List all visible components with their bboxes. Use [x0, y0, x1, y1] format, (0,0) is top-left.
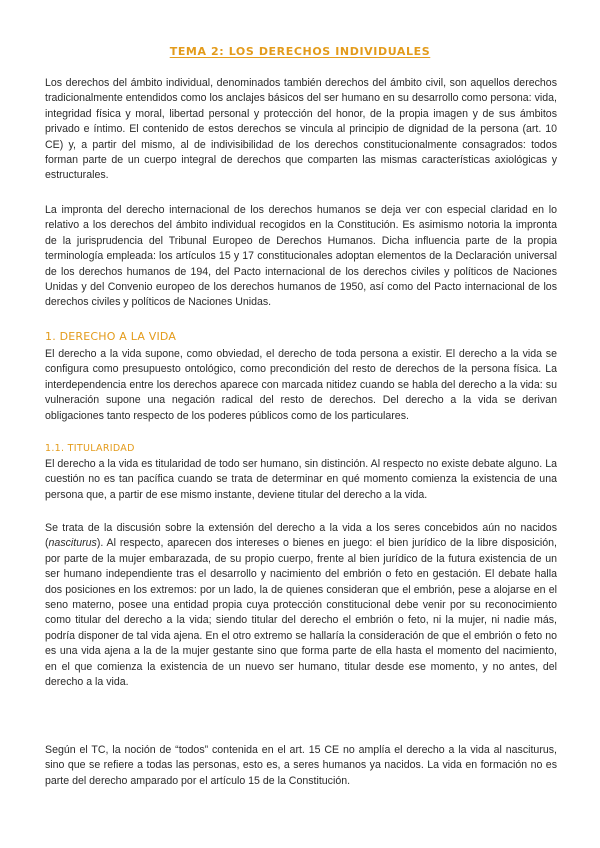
section-heading-derecho-a-la-vida: 1. DERECHO A LA VIDA: [45, 330, 177, 343]
titularidad-paragraph-2: [45, 521, 557, 690]
intro-paragraph-1: Los derechos del ámbito individual, denominados también derechos del ámbito civil, son aquellos derechos tradicionalmente entendidos como los anclajes básicos del ser humano en su desarrollo como persona: vida, integridad física y moral, libertad personal y protección del honor, de la propia imagen y de sus ámbitos privado e íntimo. El contenido de estos derechos se vincula al principio de dignidad de la persona (art. 10 CE) y, a partir del mismo, al de indivisibilidad de los derechos constitucionalmente consagrados: todos forman parte de un cuerpo integral de derechos que comparten las mismas características axiológicas y estructurales.: [45, 77, 557, 182]
titularidad-paragraph-1: El derecho a la vida es titularidad de todo ser humano, sin distinción. Al respecto no existe debate alguno. La cuestión no es tan pacífica cuando se trata de determinar en qué momento comienza la existencia de una persona que, a partir de ese mismo instante, deviene titular del derecho a la vida.: [45, 458, 557, 501]
titularidad-paragraph-2-start: Se trata de la discusión sobre la extensión del derecho a la vida a los seres concebidos aún no nacidos (: [45, 522, 557, 550]
titularidad-paragraph-3: Según el TC, la noción de “todos” contenida en el art. 15 CE no amplía el derecho a la vida al nasciturus, sino que se refiere a todas las personas, esto es, a seres humanos ya nacidos. La vida en formación no es parte del derecho amparado por el artículo 15 de la Constitución.: [45, 744, 557, 787]
nasciturus-term: nasciturus: [48, 537, 97, 550]
subsection-heading-titularidad: 1.1. TITULARIDAD: [45, 443, 135, 454]
document-title: TEMA 2: LOS DERECHOS INDIVIDUALES: [169, 45, 431, 58]
section1-paragraph-1: El derecho a la vida supone, como obviedad, el derecho de toda persona a existir. El derecho a la vida se configura como presupuesto ontológico, como precondición del resto de derechos de la persona física. La interdependencia entre los derechos aparece con marcada nitidez cuando se habla del derecho a la vida: su vulneración supone una negación radical del resto de derechos. Del derecho a la vida se derivan obligaciones tanto respecto de los poderes públicos como de los particulares.: [45, 348, 557, 422]
intro-paragraph-2: La impronta del derecho internacional de los derechos humanos se deja ver con especial claridad en lo relativo a los derechos del ámbito individual recogidos en la Constitución. Es asimismo notoria la impronta de la jurisprudencia del Tribunal Europeo de Derechos Humanos. Dicha influencia parte de la propia terminología empleada: los artículos 15 y 17 constitucionales adoptan elementos de la Declaración universal de los derechos humanos de 194, del Pacto internacional de los derechos civiles y políticos de Naciones Unidas y del Convenio europeo de los derechos humanos de 1950, así como del Pacto internacional de los derechos civiles y políticos de Naciones Unidas.: [45, 204, 557, 309]
titularidad-paragraph-2-rest: ). Al respecto, aparecen dos intereses o bienes en juego: el bien jurídico de la libre disposición, por parte de la mujer embarazada, de su propio cuerpo, frente al bien jurídico de la futura existencia de un ser humano independiente tras el desarrollo y nacimiento del embrión o feto en gestación. El debate halla dos posiciones en los extremos: por un lado, la de quienes consideran que el embrión, pese a alojarse en el seno materno, posee una entidad propia cuya protección constitucional debe venir por su reconocimiento como titular del derecho a la vida; siendo titular del derecho el embrión o feto, ni la mujer, ni nadie más, podría disponer de tal vida ajena. En el otro extremo se hallaría la consideración de que el embrión o feto no es una vida ajena a la de la mujer gestante sino que forma parte de ella hasta el momento del nacimiento, en el que comienza la existencia de un nuevo ser humano, titular desde ese momento, y no antes, del derecho a la vida.: [45, 537, 557, 689]
